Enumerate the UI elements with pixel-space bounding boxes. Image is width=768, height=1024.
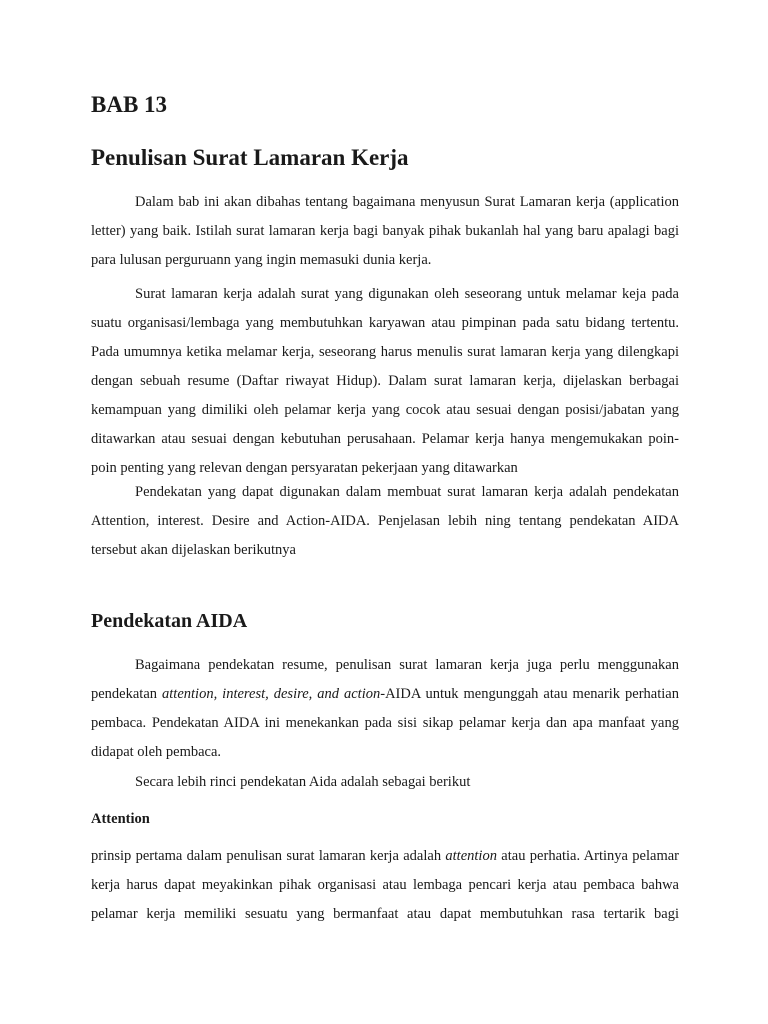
- chapter-heading: BAB 13: [91, 92, 168, 117]
- attention-paragraph-italic: attention: [445, 848, 497, 864]
- intro-paragraph-2: Surat lamaran kerja adalah surat yang digunakan oleh seseorang untuk melamar keja pada suatu organisasi/lembaga yang membutuhkan karyawan atau pimpinan pada satu bidang tertentu. Pada umumnya ketika melamar kerja, seseorang harus menulis surat lamaran kerja yang dilengkapi dengan sebuah resume (Daftar riwayat Hidup). Dalam surat lamaran kerja, dijelaskan berbagai kemampuan yang dimiliki oleh pelamar kerja yang cocok atau sesuai dengan posisi/jabatan yang ditawarkan atau sesuai dengan kebutuhan perusahaan. Pelamar kerja hanya mengemukakan poin-poin penting yang relevan dengan persyaratan pekerjaan yang ditawarkan: [91, 286, 679, 476]
- chapter-title: Penulisan Surat Lamaran Kerja: [91, 145, 409, 170]
- intro-paragraph-3: Pendekatan yang dapat digunakan dalam membuat surat lamaran kerja adalah pendekatan Attention, interest. Desire and Action-AIDA. Penjelasan lebih ning tentang pendekatan AIDA tersebut akan dijelaskan berikutnya: [91, 484, 679, 558]
- attention-paragraph-text: prinsip pertama dalam penulisan surat lamaran kerja adalah: [91, 848, 446, 864]
- intro-paragraph-1: Dalam bab ini akan dibahas tentang bagaimana menyusun Surat Lamaran kerja (application letter) yang baik. Istilah surat lamaran kerja bagi banyak pihak bukanlah hal yang baru apalagi bagi para lulusan perguruann yang ingin memasuki dunia kerja.: [91, 194, 679, 268]
- detail-line: Secara lebih rinci pendekatan Aida adalah sebagai berikut: [135, 774, 471, 790]
- section-heading-aida: Pendekatan AIDA: [91, 610, 248, 632]
- document-page: [91, 0, 679, 1024]
- attention-paragraph-text-end: atau perhatia. Artinya pelamar kerja harus dapat meyakinkan pihak organisasi atau lembaga pencari kerja atau pembaca bahwa pelamar kerja memiliki sesuatu yang bermanfaat atau dapat membutuhkan rasa tertarik bagi: [91, 848, 679, 922]
- aida-paragraph-text: Bagaimana pendekatan resume, penulisan surat lamaran kerja juga perlu menggunakan pendekatan: [91, 657, 679, 702]
- aida-paragraph: [91, 651, 679, 767]
- aida-paragraph-italic: attention, interest, desire, and action: [162, 686, 381, 702]
- aida-paragraph-text-end: -AIDA untuk mengunggah atau menarik perhatian pembaca. Pendekatan AIDA ini menekankan pada sisi sikap pelamar kerja dan apa manfaat yang didapat oleh pembaca.: [91, 686, 679, 760]
- attention-paragraph: [91, 842, 679, 929]
- subsection-heading-attention: Attention: [91, 811, 150, 827]
